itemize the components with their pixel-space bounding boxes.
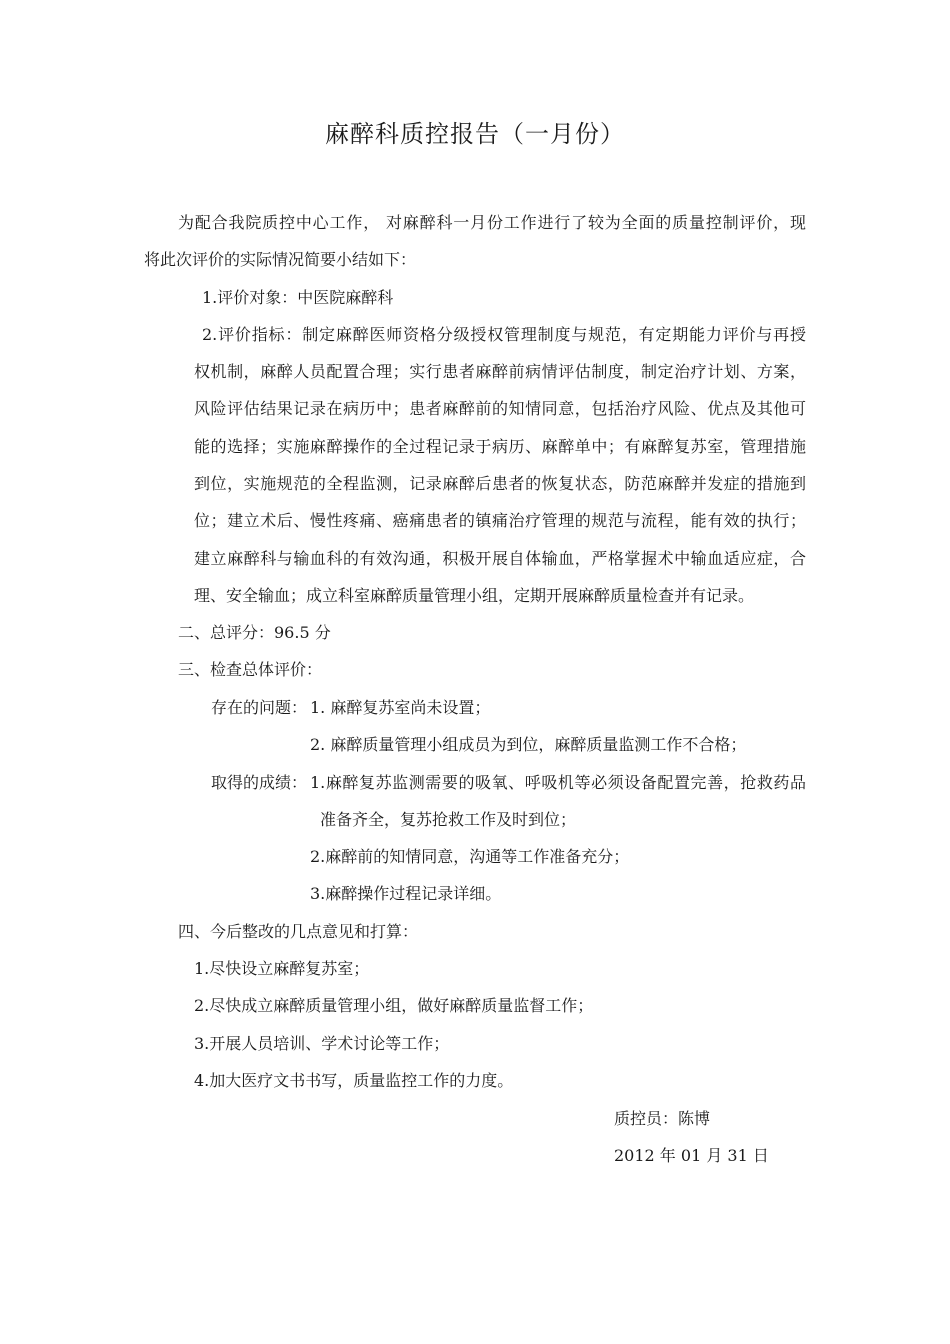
evaluation-criteria-line-6: 位；建立术后、慢性疼痛、癌痛患者的镇痛治疗管理的规范与流程，能有效的执行； xyxy=(194,511,806,530)
intro-line-2: 将此次评价的实际情况简要小结如下： xyxy=(144,250,417,269)
achievement-item: 1.麻醉复苏监测需要的吸氧、呼吸机等必须设备配置完善，抢救药品 xyxy=(310,773,806,792)
document-title: 麻醉科质控报告（一月份） xyxy=(325,120,625,148)
achievement-item-continued: 准备齐全，复苏抢救工作及时到位； xyxy=(320,810,577,829)
evaluation-criteria-line-1: 2.评价指标：制定麻醉医师资格分级授权管理制度与规范，有定期能力评价与再授 xyxy=(202,325,806,344)
achievements-label: 取得的成绩： xyxy=(211,773,308,792)
overall-evaluation-heading: 三、检查总体评价： xyxy=(178,660,323,679)
evaluation-criteria-line-5: 到位，实施规范的全程监测，记录麻醉后患者的恢复状态，防范麻醉并发症的措施到 xyxy=(194,474,806,493)
plan-item: 4.加大医疗文书书写，质量监控工作的力度。 xyxy=(194,1071,514,1090)
plan-item: 2.尽快成立麻醉质量管理小组，做好麻醉质量监督工作； xyxy=(194,996,594,1015)
report-date: 2012 年 01 月 31 日 xyxy=(614,1146,769,1165)
quality-controller-signature: 质控员：陈博 xyxy=(614,1109,711,1128)
plan-item: 3.开展人员培训、学术讨论等工作； xyxy=(194,1034,450,1053)
evaluation-criteria-line-3: 风险评估结果记录在病历中；患者麻醉前的知情同意，包括治疗风险、优点及其他可 xyxy=(194,399,806,418)
evaluation-target: 1.评价对象：中医院麻醉科 xyxy=(202,288,394,307)
problem-item: 2. 麻醉质量管理小组成员为到位，麻醉质量监测工作不合格； xyxy=(310,735,747,754)
achievement-item: 3.麻醉操作过程记录详细。 xyxy=(310,884,502,903)
achievement-item: 2.麻醉前的知情同意，沟通等工作准备充分； xyxy=(310,847,630,866)
evaluation-criteria-line-8: 理、安全输血；成立科室麻醉质量管理小组，定期开展麻醉质量检查并有记录。 xyxy=(194,586,755,605)
total-score: 二、总评分：96.5 分 xyxy=(178,623,331,642)
plan-item: 1.尽快设立麻醉复苏室； xyxy=(194,959,370,978)
problem-item: 1. 麻醉复苏室尚未设置； xyxy=(310,698,491,717)
evaluation-criteria-line-7: 建立麻醉科与输血科的有效沟通，积极开展自体输血，严格掌握术中输血适应症，合 xyxy=(194,549,806,568)
problems-label: 存在的问题： xyxy=(211,698,308,717)
improvement-plans-heading: 四、今后整改的几点意见和打算： xyxy=(178,922,419,941)
evaluation-criteria-line-4: 能的选择；实施麻醉操作的全过程记录于病历、麻醉单中；有麻醉复苏室，管理措施 xyxy=(194,437,806,456)
intro-line-1: 为配合我院质控中心工作， 对麻醉科一月份工作进行了较为全面的质量控制评价，现 xyxy=(178,213,806,232)
evaluation-criteria-line-2: 权机制，麻醉人员配置合理；实行患者麻醉前病情评估制度，制定治疗计划、方案， xyxy=(194,362,806,381)
